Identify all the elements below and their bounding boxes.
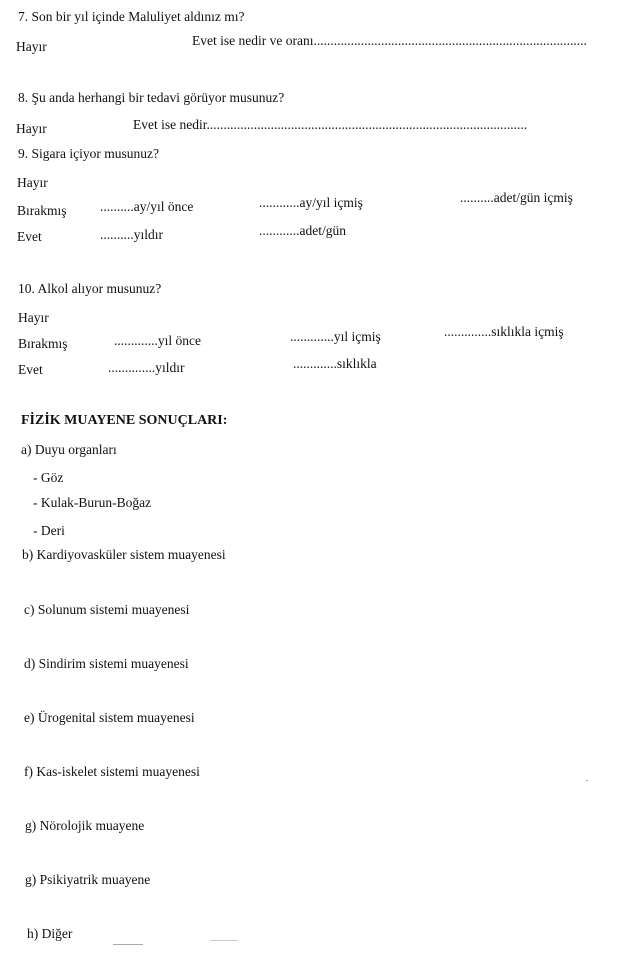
q10-quit-duration: .............yıl içmiş [290,329,381,344]
exam-item-b: b) Kardiyovasküler sistem muayenesi [22,547,226,562]
exam-item-a-ent: - Kulak-Burun-Boğaz [33,495,152,510]
q9-quit-label: Bırakmış [17,203,67,218]
exam-heading: FİZİK MUAYENE SONUÇLARI: [21,413,228,428]
q10-quit-label: Bırakmış [18,336,68,351]
q10-yes-label: Evet [18,362,43,377]
exam-item-e: e) Ürogenital sistem muayenesi [24,710,195,725]
q10-yes-duration: ..............yıldır [108,360,185,375]
question-8: 8. Şu anda herhangi bir tedavi görüyor musunuz? [18,90,285,105]
q10-yes-frequency: .............sıklıkla [293,356,377,371]
question-9: 9. Sigara içiyor musunuz? [18,146,159,161]
scan-speck [113,944,143,945]
q8-option-yes: Evet ise nedir............................................................................................... [133,117,528,132]
q9-yes-amount: ............adet/gün [259,223,346,238]
exam-item-g-neuro: g) Nörolojik muayene [25,818,145,833]
exam-item-g-psych: g) Psikiyatrik muayene [25,872,151,887]
scan-speck [210,940,238,941]
q9-option-no: Hayır [17,175,48,190]
q10-option-no: Hayır [18,310,49,325]
q7-option-yes: Evet ise nedir ve oranı................................................................................. [192,33,587,48]
exam-item-a-eye: - Göz [33,470,64,485]
exam-item-a-skin: - Deri [33,523,65,538]
question-10: 10. Alkol alıyor musunuz? [18,281,162,296]
exam-item-d: d) Sindirim sistemi muayenesi [24,656,189,671]
exam-item-h: h) Diğer [27,926,73,941]
q7-option-no: Hayır [16,39,47,54]
q9-quit-duration: ............ay/yıl içmiş [259,195,363,210]
q9-quit-amount: ..........adet/gün içmiş [460,190,573,205]
q9-yes-duration: ..........yıldır [100,227,163,242]
q10-quit-when: .............yıl önce [114,333,201,348]
exam-item-c: c) Solunum sistemi muayenesi [24,602,190,617]
question-7: 7. Son bir yıl içinde Maluliyet aldınız mı? [18,9,245,24]
exam-item-f: f) Kas-iskelet sistemi muayenesi [24,764,200,779]
q9-yes-label: Evet [17,229,42,244]
exam-item-a: a) Duyu organları [21,442,117,457]
q10-quit-frequency: ..............sıklıkla içmiş [444,324,564,339]
q8-option-no: Hayır [16,121,47,136]
q9-quit-when: ..........ay/yıl önce [100,199,194,214]
scan-speck [586,780,588,781]
